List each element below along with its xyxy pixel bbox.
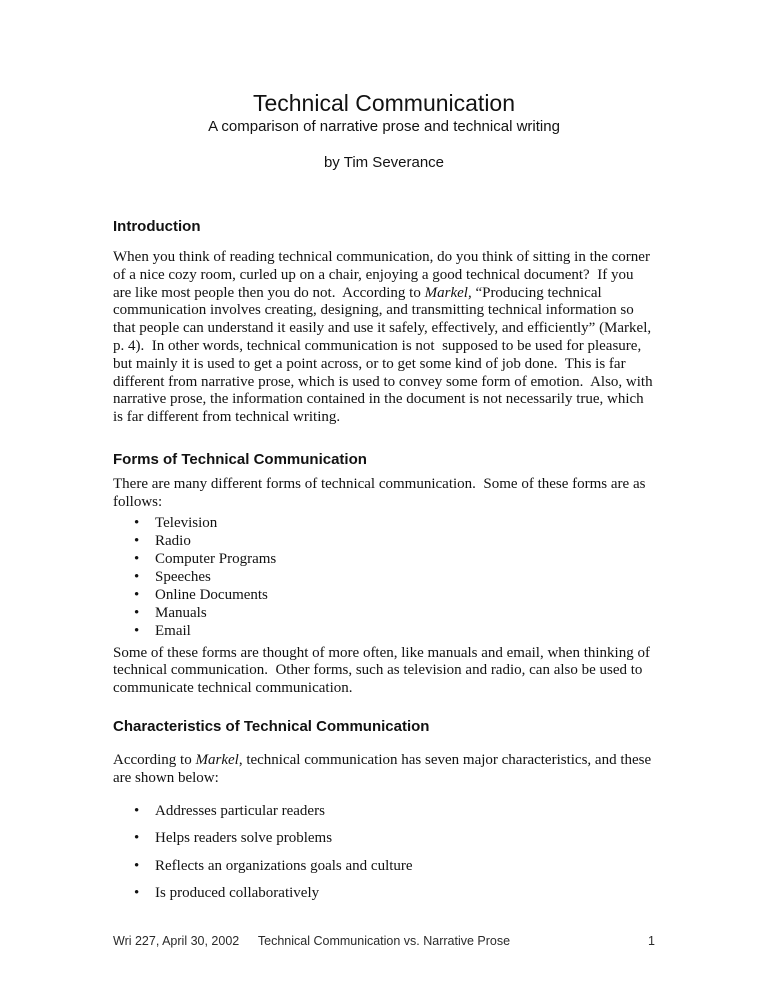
list-item-text: Manuals <box>155 604 207 621</box>
characteristics-list <box>113 802 655 903</box>
forms-closing-paragraph: Some of these forms are thought of more often, like manuals and email, when thinking of technical communication. Other forms, such as television and radio, can also be used to communicate technical communication. <box>113 644 650 697</box>
section-heading-characteristics: Characteristics of Technical Communication <box>113 717 430 735</box>
characteristics-paragraph <box>113 752 655 788</box>
footer-course-date: Wri 227, April 30, 2002 <box>113 934 240 948</box>
intro-paragraph <box>113 249 655 427</box>
list-item-text: Computer Programs <box>155 550 277 567</box>
document-content <box>113 0 655 912</box>
doc-subtitle: A comparison of narrative prose and technical writing <box>208 118 560 135</box>
section-heading-forms: Forms of Technical Communication <box>113 450 367 468</box>
bullet-icon: • <box>134 604 140 621</box>
list-item-text: Reflects an organizations goals and culture <box>155 857 413 874</box>
footer-running-title: Technical Communication vs. Narrative Prose <box>257 934 511 948</box>
italic-term-markel: Markel <box>424 284 468 301</box>
list-item <box>113 514 655 532</box>
italic-term-markel: Markel <box>195 751 239 768</box>
paragraph-text: , technical communication has seven major characteristics, and these are shown below: <box>113 751 652 786</box>
bullet-icon: • <box>134 622 140 639</box>
footer-page-number: 1 <box>648 934 655 948</box>
list-item <box>113 586 655 604</box>
list-item-text: Online Documents <box>155 586 268 603</box>
bullet-icon: • <box>134 514 140 531</box>
bullet-icon: • <box>134 830 140 847</box>
paragraph-text: According to <box>113 751 196 768</box>
forms-list <box>113 514 655 640</box>
page-footer <box>113 934 655 950</box>
list-item <box>113 550 655 568</box>
bullet-icon: • <box>134 857 140 874</box>
list-item-text: Is produced collaboratively <box>155 885 320 902</box>
forms-intro-paragraph: There are many different forms of technical communication. Some of these forms are as follows: <box>113 475 646 510</box>
section-heading-introduction: Introduction <box>113 218 201 235</box>
list-item-text: Radio <box>155 532 191 549</box>
list-item <box>113 829 655 847</box>
list-item-text: Television <box>155 514 218 531</box>
paragraph-text: , “Producing technical communication involves creating, designing, and transmitting technical information so that people can understand it easily and use it safely, effectively, and efficiently” (Markel, p. 4). In other words, technical communication is not supposed to be used for pleasure, but mainly it is used to get a point across, or to get some kind of job done. This is far different from narrative prose, which is used to convey some form of emotion. Also, with narrative prose, the information contained in the document is not necessarily true, which is far different from technical writing. <box>113 284 653 426</box>
list-item-text: Addresses particular readers <box>155 802 325 819</box>
bullet-icon: • <box>134 586 140 603</box>
list-item <box>113 857 655 875</box>
bullet-icon: • <box>134 802 140 819</box>
list-item <box>113 802 655 820</box>
bullet-icon: • <box>134 550 140 567</box>
list-item <box>113 532 655 550</box>
list-item <box>113 622 655 640</box>
bullet-icon: • <box>134 885 140 902</box>
list-item <box>113 568 655 586</box>
doc-byline: by Tim Severance <box>323 154 445 171</box>
list-item <box>113 884 655 902</box>
list-item-text: Email <box>155 622 191 639</box>
paragraph-text: When you think of reading technical communication, do you think of sitting in the corner of a nice cozy room, curled up on a chair, enjoying a good technical document? If you are like most people then you do not. According to <box>113 249 650 301</box>
doc-title: Technical Communication <box>252 90 516 116</box>
bullet-icon: • <box>134 568 140 585</box>
bullet-icon: • <box>134 532 140 549</box>
list-item <box>113 604 655 622</box>
list-item-text: Helps readers solve problems <box>155 830 333 847</box>
list-item-text: Speeches <box>155 568 211 585</box>
